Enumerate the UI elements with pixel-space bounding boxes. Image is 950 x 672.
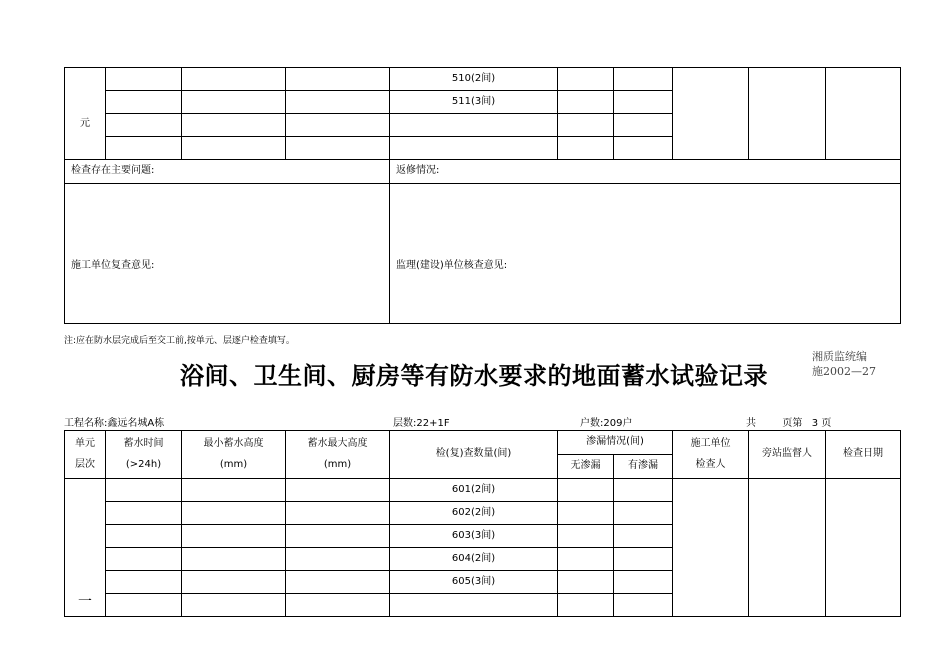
table-cell[interactable] bbox=[558, 594, 614, 617]
inspector-cell[interactable] bbox=[673, 479, 749, 617]
header-no-leak: 无渗漏 bbox=[558, 455, 614, 479]
header-supervisor: 旁站监督人 bbox=[749, 431, 826, 479]
project-name-field bbox=[64, 414, 164, 429]
main-issues-cell[interactable] bbox=[65, 160, 390, 184]
floor-count: 层数:22+1F bbox=[393, 418, 450, 429]
table-cell[interactable] bbox=[558, 114, 614, 137]
page-number: 3 bbox=[811, 418, 819, 429]
room-count-cell: 605(3间) bbox=[390, 571, 558, 594]
inspector-cell[interactable] bbox=[673, 68, 749, 160]
table-cell[interactable] bbox=[286, 571, 390, 594]
previous-record-table bbox=[64, 67, 901, 324]
room-count-cell: 510(2间) bbox=[390, 68, 558, 91]
room-count-cell: 602(2间) bbox=[390, 502, 558, 525]
header-min-height: 最小蓄水高度 (mm) bbox=[182, 431, 286, 479]
project-label: 工程名称: bbox=[64, 418, 108, 429]
table-cell[interactable] bbox=[182, 91, 286, 114]
table-cell[interactable] bbox=[182, 479, 286, 502]
table-cell[interactable] bbox=[182, 548, 286, 571]
supervisor-review-cell[interactable] bbox=[390, 184, 901, 324]
table-cell[interactable] bbox=[614, 114, 673, 137]
header-inspector: 施工单位 检查人 bbox=[673, 431, 749, 479]
page-suffix: 页 bbox=[821, 418, 832, 429]
table-cell[interactable] bbox=[106, 502, 182, 525]
room-count-cell: 601(2间) bbox=[390, 479, 558, 502]
table-cell[interactable] bbox=[182, 594, 286, 617]
form-code-stamp bbox=[812, 349, 876, 379]
table-cell[interactable] bbox=[106, 571, 182, 594]
table-cell[interactable] bbox=[106, 548, 182, 571]
header-unit-floor: 单元 层次 bbox=[65, 431, 106, 479]
table-cell[interactable] bbox=[614, 91, 673, 114]
table-cell[interactable] bbox=[286, 502, 390, 525]
room-count-cell: 603(3间) bbox=[390, 525, 558, 548]
header-date: 检查日期 bbox=[826, 431, 901, 479]
table-cell[interactable] bbox=[106, 594, 182, 617]
project-name: 鑫远名城A栋 bbox=[107, 418, 165, 429]
form-title: 浴间、卫生间、厨房等有防水要求的地面蓄水试验记录 bbox=[180, 361, 768, 390]
table-cell[interactable] bbox=[286, 114, 390, 137]
room-count-cell[interactable] bbox=[390, 114, 558, 137]
supervisor-cell[interactable] bbox=[749, 68, 826, 160]
contractor-review-label: 施工单位复查意见: bbox=[71, 259, 155, 271]
pages-total-label: 共 bbox=[746, 418, 756, 429]
form-code-line2: 施2002—27 bbox=[812, 365, 876, 378]
page-label: 页第 bbox=[782, 418, 803, 429]
unit-floor-cell bbox=[65, 68, 106, 160]
table-cell[interactable] bbox=[558, 479, 614, 502]
rework-cell[interactable] bbox=[390, 160, 901, 184]
table-cell[interactable] bbox=[182, 502, 286, 525]
table-cell[interactable] bbox=[286, 525, 390, 548]
header-inspection-count: 检(复)查数量(间) bbox=[390, 431, 558, 479]
unit-char-1: 一 bbox=[78, 593, 92, 610]
table-cell[interactable] bbox=[182, 571, 286, 594]
table-cell[interactable] bbox=[558, 525, 614, 548]
water-test-record-table bbox=[64, 430, 901, 617]
table-cell[interactable] bbox=[614, 548, 673, 571]
table-cell[interactable] bbox=[286, 479, 390, 502]
table-cell[interactable] bbox=[106, 525, 182, 548]
table-cell[interactable] bbox=[286, 594, 390, 617]
table-cell[interactable] bbox=[106, 68, 182, 91]
rework-label: 返修情况: bbox=[396, 165, 440, 177]
table-cell[interactable] bbox=[614, 479, 673, 502]
table-cell[interactable] bbox=[286, 137, 390, 160]
room-count-cell: 511(3间) bbox=[390, 91, 558, 114]
table-cell[interactable] bbox=[558, 91, 614, 114]
household-count: 户数:209户 bbox=[580, 418, 633, 429]
table-cell[interactable] bbox=[106, 137, 182, 160]
supervisor-cell[interactable] bbox=[749, 479, 826, 617]
table-cell[interactable] bbox=[614, 68, 673, 91]
header-leak: 有渗漏 bbox=[614, 455, 673, 479]
footnote: 注:应在防水层完成后至交工前,按单元、层逐户检查填写。 bbox=[64, 336, 295, 346]
table-cell[interactable] bbox=[614, 594, 673, 617]
table-cell[interactable] bbox=[558, 548, 614, 571]
table-cell[interactable] bbox=[558, 68, 614, 91]
table-cell[interactable] bbox=[558, 502, 614, 525]
table-cell[interactable] bbox=[614, 137, 673, 160]
table-cell[interactable] bbox=[286, 68, 390, 91]
table-cell[interactable] bbox=[286, 548, 390, 571]
room-count-cell[interactable] bbox=[390, 137, 558, 160]
table-cell[interactable] bbox=[106, 479, 182, 502]
main-issues-label: 检查存在主要问题: bbox=[71, 165, 155, 177]
contractor-review-cell[interactable] bbox=[65, 184, 390, 324]
table-cell[interactable] bbox=[558, 137, 614, 160]
room-count-cell: 604(2间) bbox=[390, 548, 558, 571]
unit-cell bbox=[65, 479, 106, 617]
page-info bbox=[746, 414, 831, 429]
table-cell[interactable] bbox=[182, 114, 286, 137]
date-cell[interactable] bbox=[826, 479, 901, 617]
table-cell[interactable] bbox=[286, 91, 390, 114]
date-cell[interactable] bbox=[826, 68, 901, 160]
table-cell[interactable] bbox=[106, 114, 182, 137]
header-leakage-group: 渗漏情况(间) bbox=[558, 431, 673, 455]
header-max-height: 蓄水最大高度 (mm) bbox=[286, 431, 390, 479]
table-cell[interactable] bbox=[614, 571, 673, 594]
form-code-line1: 湘质监统编 bbox=[812, 350, 867, 363]
unit-char: 元 bbox=[80, 117, 90, 129]
table-cell[interactable] bbox=[106, 91, 182, 114]
supervisor-review-label: 监理(建设)单位核查意见: bbox=[396, 259, 508, 271]
table-cell[interactable] bbox=[182, 137, 286, 160]
room-count-cell[interactable] bbox=[390, 594, 558, 617]
table-cell[interactable] bbox=[558, 571, 614, 594]
table-cell[interactable] bbox=[614, 502, 673, 525]
table-cell[interactable] bbox=[182, 68, 286, 91]
table-cell[interactable] bbox=[182, 525, 286, 548]
table-cell[interactable] bbox=[614, 525, 673, 548]
header-storage-time: 蓄水时间 (>24h) bbox=[106, 431, 182, 479]
